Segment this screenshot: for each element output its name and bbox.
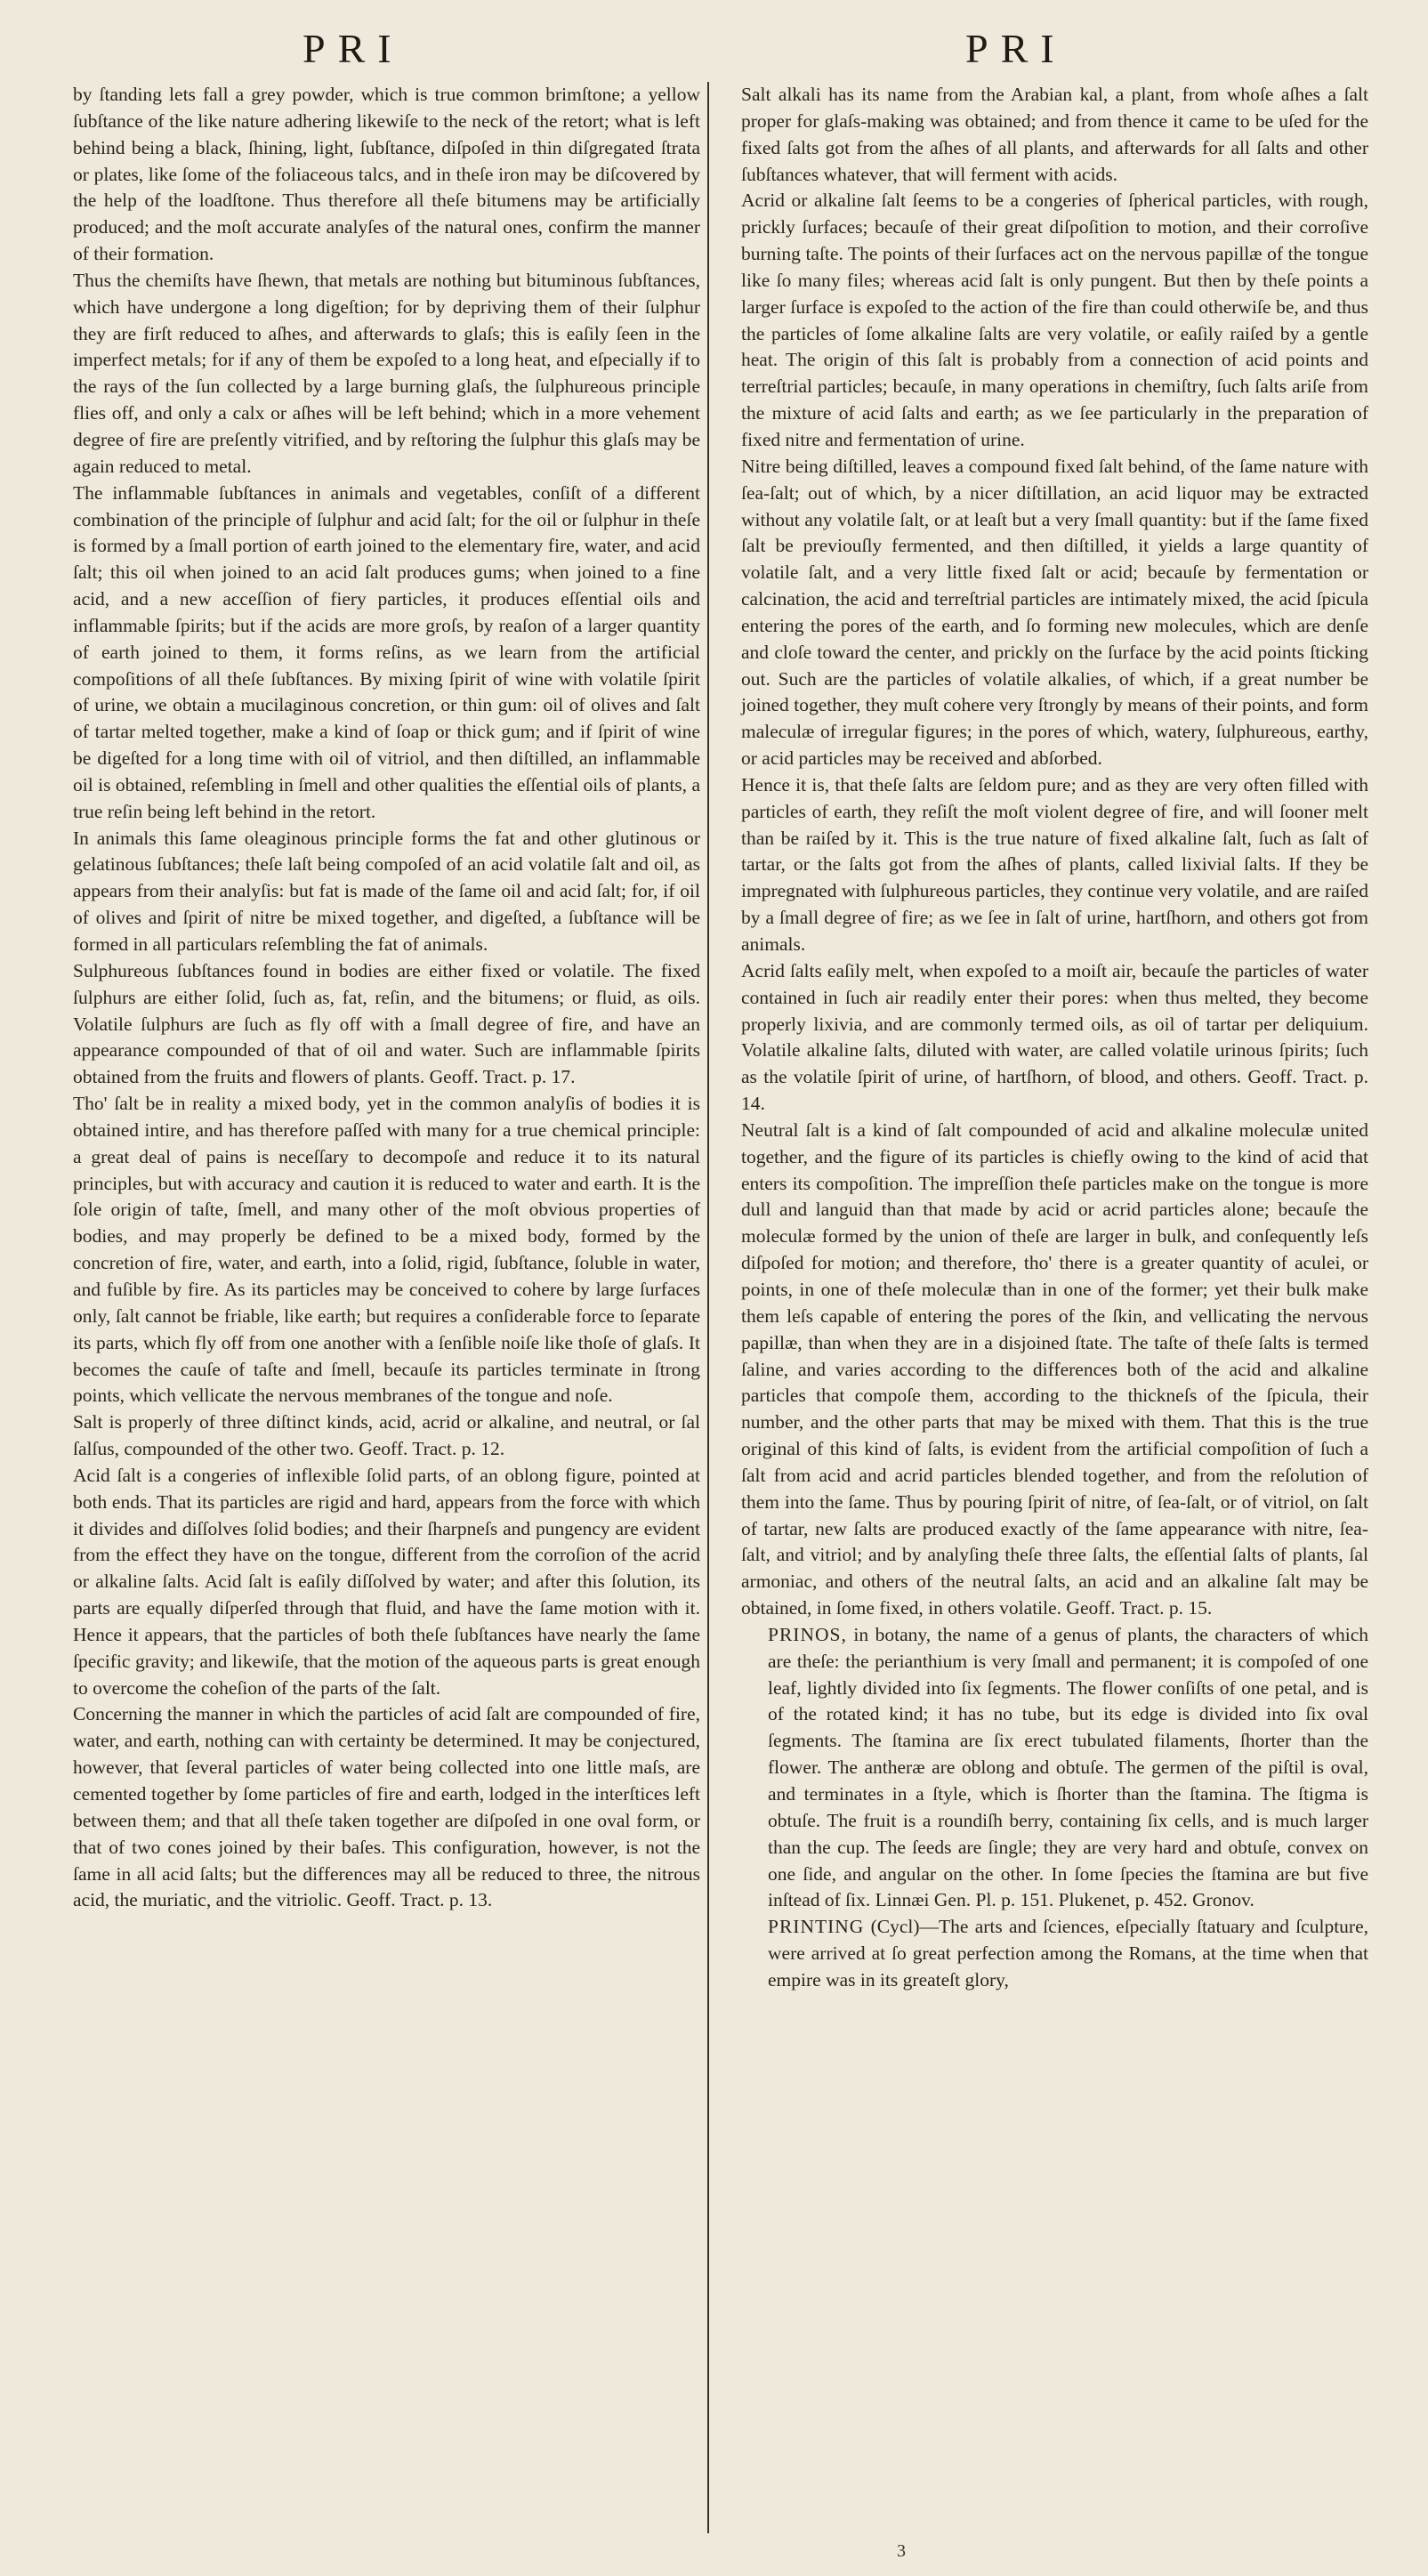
paragraph: Concerning the manner in which the particles of acid ſalt are compounded of fire, water, and earth, nothing can with certainty be determined. It may be conjectured, however, that ſeveral particles of water being collected into one little maſs, are cemented together by ſome particles of fire and earth, lodged in the interſtices left between them; and that all theſe taken together are diſpoſed in one oval form, or that of two cones joined by their baſes. This configuration, however, is not the ſame in all acid ſalts; but the differences may all be reduced to three, the nitrous acid, the muriatic, and the vitriolic. Geoff. Tract. p. 13. xyxy=(73,1703,700,1911)
entry-headword: PRINTING xyxy=(768,1916,865,1938)
left-column xyxy=(73,82,700,1914)
entry-text: in botany, the name of a genus of plants, the characters of which are theſe: the perianthium is very ſmall and permanent; it is compoſed of one leaf, lightly divided into ſix ſegments. The flower conſiſts of one petal, and is of the rotated kind; it has no tube, but its edge is divided into ſix oval ſegments. The ſtamina are ſix erect tubulated filaments, ſhorter than the flower. The antheræ are oblong and obtuſe. The germen of the piſtil is oval, and terminates in a ſtyle, which is ſhorter than the ſtamina. The ſtigma is obtuſe. The fruit is a roundiſh berry, containing ſix cells, and is much larger than the cup. The ſeeds are ſingle; they are very hard and obtuſe, convex on one ſide, and angular on the other. In ſome ſpecies the ſtamina are but five inſtead of ſix. Linnæi Gen. Pl. p. 151. Plukenet, p. 452. Gronov. xyxy=(768,1623,1368,1911)
running-head-left: PRI xyxy=(303,26,404,71)
paragraph: Sulphureous ſubſtances found in bodies are either fixed or volatile. The fixed ſulphurs are either ſolid, ſuch as, fat, reſin, and the bitumens; or fluid, as oils. Volatile ſulphurs are ſuch as fly off with a ſmall degree of fire, and have an appearance compounded of that of oil and water. Such are inflammable ſpirits obtained from the fruits and flowers of plants. Geoff. Tract. p. 17. xyxy=(73,959,700,1088)
paragraph: Acrid or alkaline ſalt ſeems to be a congeries of ſpherical particles, with rough, prickly ſurfaces; becauſe of their great diſpoſition to motion, and their corroſive burning taſte. The points of their ſurfaces act on the nervous papillæ of the tongue like ſo many files; whereas acid ſalt is only pungent. But then by theſe points a larger ſurface is expoſed to the action of the fire than could otherwiſe be, and thus the particles of ſome alkaline ſalts are very volatile, or eaſily raiſed by a gentle heat. The origin of this ſalt is probably from a connection of acid points and terreſtrial particles; becauſe, in many operations in chemiſtry, ſuch ſalts ariſe from the mixture of acid ſalts and earth; as we ſee particularly in the preparation of fixed nitre and fermentation of urine. xyxy=(741,190,1368,450)
paragraph: Neutral ſalt is a kind of ſalt compounded of acid and alkaline moleculæ united together, and the figure of its particles is chiefly owing to the kind of acid that enters its compoſition. The impreſſion theſe particles make on the tongue is more dull and languid than that made by acid or acrid particles alone; becauſe the moleculæ formed by the union of theſe are larger in bulk, and conſequently leſs diſpoſed for motion; and therefore, tho' there is a greater quantity of aculei, or points, in one of theſe moleculæ than in one of the former; yet their bulk make them leſs capable of entering the pores of the ſkin, and vellicating the nervous papillæ, than when they are in a disjoined ſtate. The taſte of theſe ſalts is termed ſaline, and varies according to the differences both of the acid and alkaline particles that compoſe them, according to the thickneſs of the ſpicula, their number, and the other parts that may be mixed with them. That this is the true original of this kind of ſalts, is evident from the artificial compoſition of ſuch a ſalt from acid and acrid particles blended together, and from the reſolution of them into the ſame. Thus by pouring ſpirit of nitre, of ſea-ſalt, or of vitriol, on ſalt of tartar, new ſalts are produced exactly of the ſame appearance with nitre, ſea-ſalt, and vitriol; and by analyſing theſe three ſalts, the eſſential ſalts of plants, ſal armoniac, and others of the neutral ſalts, an acid and an alkaline ſalt may be obtained, in ſome fixed, in others volatile. Geoff. Tract. p. 15. xyxy=(741,1118,1368,1619)
running-head-right: PRI xyxy=(965,26,1067,71)
entry-text: (Cycl)—The arts and ſciences, eſpecially ſtatuary and ſculpture, were arrived at ſo great perfection among the Romans, at the time when that empire was in its greateſt glory, xyxy=(768,1916,1368,1991)
paragraph: Thus the chemiſts have ſhewn, that metals are nothing but bituminous ſubſtances, which have undergone a long digeſtion; for by depriving them of their ſulphur they are firſt reduced to aſhes, and afterwards to glaſs; this is eaſily ſeen in the imperfect metals; for if any of them be expoſed to a long heat, and eſpecially if to the rays of the ſun collected by a large burning glaſs, the ſulphureous principle flies off, and only a calx or aſhes will be left behind; which in a more vehement degree of fire are preſently vitrified, and by reſtoring the ſulphur this glaſs may be again reduced to metal. xyxy=(73,269,700,477)
paragraph: Hence it is, that theſe ſalts are ſeldom pure; and as they are very often filled with particles of earth, they reſiſt the moſt violent degree of fire, and will ſooner melt than be raiſed by it. This is the true nature of fixed alkaline ſalt, ſuch as ſalt of tartar, or the ſalts got from the aſhes of plants, called lixivial ſalts. If they be impregnated with ſulphureous particles, they continue very volatile, and are raiſed by a ſmall degree of fire; as we ſee in ſalt of urine, hartſhorn, and others got from animals. xyxy=(741,773,1368,955)
paragraph: Salt alkali has its name from the Arabian kal, a plant, from whoſe aſhes a ſalt proper for glaſs-making was obtained; and from thence it came to be uſed for the fixed ſalts got from the aſhes of all plants, and afterwards for all ſalts and other ſubſtances whatever, that will ferment with acids. xyxy=(741,84,1368,185)
paragraph: Acrid ſalts eaſily melt, when expoſed to a moiſt air, becauſe the particles of water contained in ſuch air readily enter their pores: when thus melted, they become properly lixivia, and are commonly termed oils, as oil of tartar per deliquium. Volatile alkaline ſalts, diluted with water, are called volatile urinous ſpirits; ſuch as the volatile ſpirit of urine, of hartſhorn, of blood, and others. Geoff. Tract. p. 14. xyxy=(741,959,1368,1115)
paragraph: Salt is properly of three diſtinct kinds, acid, acrid or alkaline, and neutral, or ſal ſalſus, compounded of the other two. Geoff. Tract. p. 12. xyxy=(73,1411,700,1460)
paragraph: The inflammable ſubſtances in animals and vegetables, conſiſt of a different combination of the principle of ſulphur and acid ſalt; for the oil or ſulphur in theſe is formed by a ſmall portion of earth joined to the elementary fire, water, and acid ſalt; this oil when joined to an acid ſalt produces gums; when joined to a fine acid, and a new acceſſion of fiery particles, it produces eſſential oils and inflammable ſpirits; but if the acids are more groſs, by reaſon of a larger quantity of earth joined to them, it forms reſins, as we learn from the artificial compoſitions of all theſe ſubſtances. By mixing ſpirit of wine with volatile ſpirit of urine, we obtain a mucilaginous concretion, or thin gum: oil of olives and ſalt of tartar melted together, make a kind of ſoap or thick gum; and if ſpirit of wine be digeſted for a long time with oil of vitriol, and then diſtilled, an inflammable oil is obtained, reſembling in ſmell and other qualities the eſſential oils of plants, a true reſin being left behind in the retort. xyxy=(73,481,700,822)
page-number: 3 xyxy=(897,2541,906,2561)
dictionary-entry-prinos xyxy=(741,1622,1368,1914)
paragraph: Acid ſalt is a congeries of inflexible ſolid parts, of an oblong figure, pointed at both ends. That its particles are rigid and hard, appears from the force with which it divides and diſſolves ſolid bodies; and their ſharpneſs and pungency are evident from the effect they have on the tongue, different from the corroſion of the acrid or alkaline ſalts. Acid ſalt is eaſily diſſolved by water; and after this ſolution, its parts are equally diſperſed through that fluid, and have the ſame motion with it. Hence it appears, that the particles of both theſe ſubſtances have nearly the ſame ſpecific gravity; and likewiſe, that the motion of the aqueous parts is great enough to overcome the coheſion of the parts of the ſalt. xyxy=(73,1464,700,1699)
paragraph: In animals this ſame oleaginous principle forms the fat and other glutinous or gelatinous ſubſtances; theſe laſt being compoſed of an acid volatile ſalt and oil, as appears from their analyſis: but fat is made of the ſame oil and acid ſalt; for, if oil of olives and ſpirit of nitre be mixed together, and digeſted, a ſubſtance will be formed in all particulars reſembling the fat of animals. xyxy=(73,827,700,955)
paragraph: Tho' ſalt be in reality a mixed body, yet in the common analyſis of bodies it is obtained intire, and has therefore paſſed with many for a true chemical principle: a great deal of pains is neceſſary to decompoſe and reduce it to its natural principles, but with accuracy and caution it is reduced to water and earth. It is the ſole origin of taſte, ſmell, and many other of the moſt obvious properties of bodies, and may properly be defined to be a mixed body, formed by the concretion of fire, water, and earth, into a ſolid, rigid, ſubſtance, ſoluble in water, and fuſible by fire. As its particles may be conceived to cohere by large ſurfaces only, ſalt cannot be friable, like earth; but requires a conſiderable force to ſeparate its parts, which fly off from one another with a ſenſible noiſe like thoſe of glaſs. It becomes the cauſe of taſte and ſmell, becauſe its particles terminate in ſtrong points, which vellicate the nervous membranes of the tongue and noſe. xyxy=(73,1093,700,1407)
column-divider xyxy=(707,82,709,2533)
paragraph: Nitre being diſtilled, leaves a compound fixed ſalt behind, of the ſame nature with ſea-ſalt; out of which, by a nicer diſtillation, an acid liquor may be extracted without any volatile ſalt, or at leaſt but a very ſmall quantity: but if the ſame fixed ſalt be previouſly fermented, and then diſtilled, it yields a large quantity of volatile ſalt, and a very little fixed ſalt or acid; becauſe by fermentation or calcination, the acid and terreſtrial particles are intimately mixed, the acid ſpicula entering the pores of the earth, and ſo forming new molecules, which are denſe and cloſe toward the center, and prickly on the ſurface by the acid points ſticking out. Such are the particles of volatile alkalies, of which, if a great number be joined together, they muſt cohere very ſtrongly by means of their points, and form maleculæ of irregular figures; in the pores of which, watery, ſulphureous, earthy, or acid particles may be received and abſorbed. xyxy=(741,455,1368,770)
entry-headword: PRINOS, xyxy=(768,1623,847,1645)
right-column xyxy=(741,82,1368,1994)
paragraph: by ſtanding lets fall a grey powder, which is true common brimſtone; a yellow ſubſtance of the like nature adhering likewiſe to the neck of the retort; what is left behind being a black, ſhining, light, ſubſtance, diſpoſed in thin diſgregated ſtrata or plates, like ſome of the foliaceous talcs, and in theſe iron may be diſcovered by the help of the loadſtone. Thus therefore all theſe bitumens may be artificially produced; and the moſt accurate analyſes of the natural ones, confirm the manner of their formation. xyxy=(73,84,700,265)
dictionary-entry-printing xyxy=(741,1914,1368,1994)
